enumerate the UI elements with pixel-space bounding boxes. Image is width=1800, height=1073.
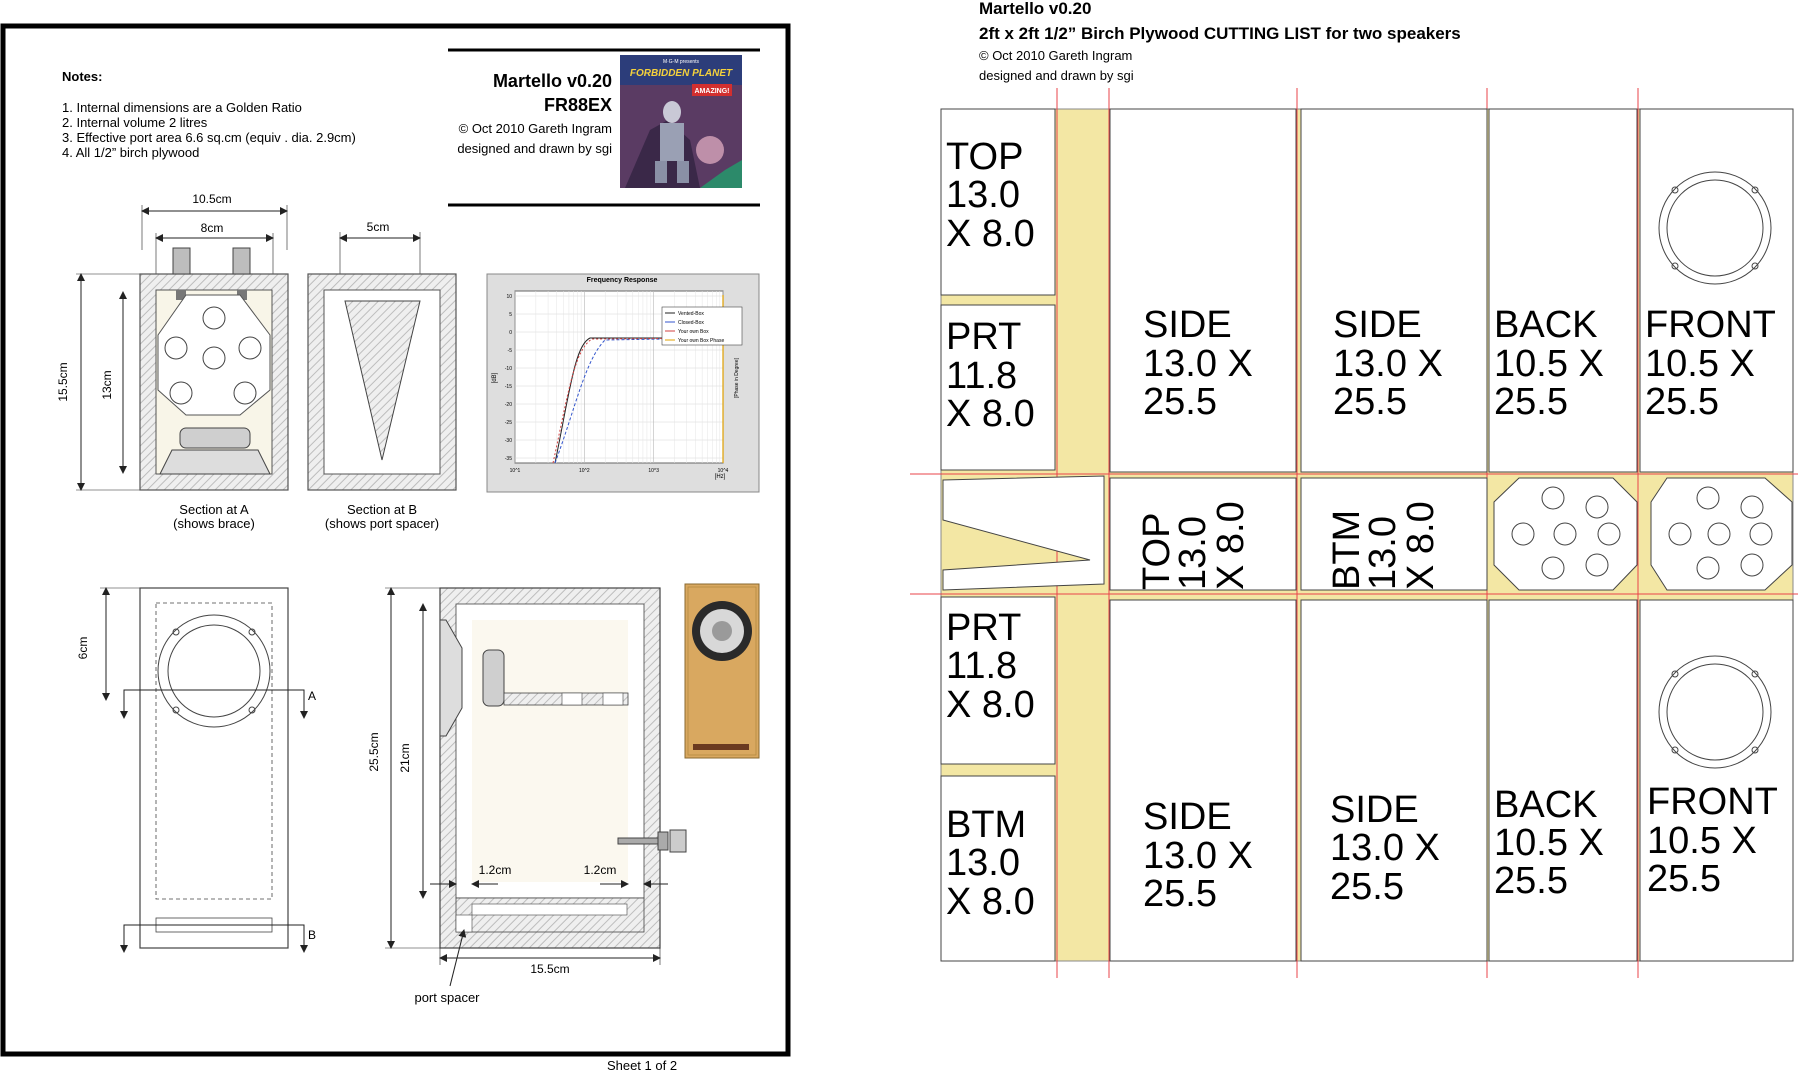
poster-title: FORBIDDEN PLANET [629,68,733,79]
panel-top-1 [941,109,1055,295]
panel-btm-mid-line1: BTM [1326,509,1368,590]
legend-own-phase: Your own Box Phase [678,338,725,344]
panel-prt-1-line3: X 8.0 [946,393,1035,435]
sheet2-credit: designed and drawn by sgi [979,68,1134,83]
panel-top-mid [1110,478,1296,590]
dim-height-inner: 13cm [100,370,114,400]
panel-side-1-line3: 25.5 [1143,381,1217,423]
notes-title: Notes: [62,69,103,84]
dim-gap-left: 1.2cm [478,863,512,877]
panel-prt-2-line1: PRT [946,607,1022,649]
note-2: 2. Internal volume 2 litres [62,115,208,130]
sheet1-credit: designed and drawn by sgi [457,141,612,156]
panel-btm-2-line3: X 8.0 [946,881,1035,923]
panel-back-1 [1489,109,1637,472]
freq-ytick-label: 0 [509,330,512,336]
marker-a: A [308,689,317,703]
freq-xlabel: [Hz] [714,474,726,480]
poster-top: M·G·M presents [662,59,700,65]
panel-prt-2-line3: X 8.0 [946,684,1035,726]
panel-prt-1-line2: 11.8 [946,355,1018,397]
panel-front-1-line3: 25.5 [1645,381,1719,423]
legend-own: Your own Box [678,329,709,335]
panel-side-3 [1110,600,1296,961]
freq-ytick-label: -35 [504,456,512,462]
panel-front-1-line2: 10.5 X [1645,343,1755,385]
caption-section-b: Section at B [346,502,418,517]
dim-width-inner: 8cm [200,221,224,235]
legend-vented: Vented-Box [678,311,704,317]
note-4: 4. All 1/2” birch plywood [62,145,200,160]
caption-section-b-sub: (shows port spacer) [324,516,440,531]
note-1: 1. Internal dimensions are a Golden Ratio [62,100,302,115]
panel-prt-2-line2: 11.8 [946,645,1018,687]
freq-ytick-label: -25 [504,420,512,426]
forbidden-planet-poster [620,55,742,188]
dim-depth-inner: 21cm [398,743,412,773]
freq-ytick-label: -30 [504,438,512,444]
freq-xtick-label: 10^1 [509,468,521,474]
freq-ytick-label: -10 [504,366,512,372]
frequency-response-chart [487,274,759,492]
sheet2-title: Martello v0.20 [979,0,1092,18]
freq-ytick-label: -5 [507,348,512,354]
panel-btm-2 [941,776,1055,961]
marker-b: B [308,928,317,942]
panel-side-3-line1: SIDE [1143,796,1232,838]
panel-top-mid-line1: TOP [1136,512,1178,590]
panel-side-2-line3: 25.5 [1333,381,1407,423]
panel-back-1-line3: 25.5 [1494,381,1568,423]
freq-legend [662,307,742,345]
note-3: 3. Effective port area 6.6 sq.cm (equiv . dia. 2.9cm) [62,130,356,145]
freq-ytick-label: -20 [504,402,512,408]
panel-back-2-line1: BACK [1494,784,1598,826]
panel-side-4-line2: 13.0 X [1330,827,1440,869]
dim-gap-right: 1.2cm [583,863,617,877]
panel-back-2-line3: 25.5 [1494,860,1568,902]
panel-top-1-line1: TOP [946,136,1024,178]
panel-side-1 [1110,109,1296,472]
legend-closed: Closed-Box [678,320,704,326]
panel-back-1-line2: 10.5 X [1494,343,1604,385]
panel-side-2 [1301,109,1487,472]
freq-ytick-label: -15 [504,384,512,390]
poster-badge: AMAZING! [694,88,730,95]
panel-prt-1 [941,305,1055,470]
panel-front-2 [1640,600,1793,961]
sheet1-copyright: © Oct 2010 Gareth Ingram [458,121,612,136]
panel-side-1-line2: 13.0 X [1143,343,1253,385]
panel-side-2-line2: 13.0 X [1333,343,1443,385]
panel-side-3-line3: 25.5 [1143,873,1217,915]
brace-1 [1494,478,1637,590]
dim-front-6cm: 6cm [76,636,90,660]
caption-section-a: Section at A [179,502,249,517]
panel-back-2 [1489,600,1637,961]
driver-plate [685,584,759,758]
freq-xtick-label: 10^2 [578,468,590,474]
sheet-1 [3,26,788,1054]
panel-prt-2 [941,597,1055,764]
panel-btm-2-line1: BTM [946,804,1027,846]
sheet-1-footer: Sheet 1 of 2 [606,1058,678,1073]
panel-front-2-line1: FRONT [1647,781,1778,823]
panel-side-1-line1: SIDE [1143,304,1232,346]
dim-height-outer: 15.5cm [56,362,70,402]
brace-2 [1651,478,1792,590]
panel-top-1-line2: 13.0 [946,174,1020,216]
panel-top-mid-line3: X 8.0 [1210,501,1252,590]
panel-side-3-line2: 13.0 X [1143,835,1253,877]
dim-depth-outer: 25.5cm [367,732,381,772]
freq-ylabel: [dB] [492,372,498,384]
panel-side-4-line1: SIDE [1330,789,1419,831]
freq-chart-title: Frequency Response [586,277,658,284]
caption-port-spacer: port spacer [414,990,480,1005]
panel-back-2-line2: 10.5 X [1494,822,1604,864]
panel-side-2-line1: SIDE [1333,304,1422,346]
panel-prt-1-line1: PRT [946,316,1022,358]
panel-top-mid-line2: 13.0 [1172,516,1214,590]
caption-section-a-sub: (shows brace) [173,516,255,531]
panel-btm-mid-line2: 13.0 [1362,516,1404,590]
dim-port-width: 5cm [366,220,390,234]
panel-front-1 [1640,109,1793,472]
panel-back-1-line1: BACK [1494,304,1598,346]
sheet1-model: FR88EX [543,95,612,115]
sheet1-title: Martello v0.20 [492,71,612,91]
dim-base-length: 15.5cm [530,962,570,976]
panel-front-2-line2: 10.5 X [1647,820,1757,862]
freq-xtick-label: 10^4 [717,468,729,474]
freq-ytick-label: 5 [509,312,512,318]
freq-xtick-label: 10^3 [648,468,660,474]
sheet2-subtitle: 2ft x 2ft 1/2” Birch Plywood CUTTING LIST for two speakers [979,24,1461,43]
panel-btm-2-line2: 13.0 [946,842,1020,884]
panel-front-1-line1: FRONT [1645,304,1776,346]
panel-btm-mid-line3: X 8.0 [1400,501,1442,590]
freq-ytick-label: 10 [506,294,512,300]
sheet-2 [910,0,1798,978]
sheet2-copyright: © Oct 2010 Gareth Ingram [979,48,1133,63]
panel-front-2-line3: 25.5 [1647,858,1721,900]
panel-top-1-line3: X 8.0 [946,213,1035,255]
panel-side-4 [1301,600,1487,961]
panel-btm-mid [1301,478,1487,590]
panel-side-4-line3: 25.5 [1330,866,1404,908]
freq-y2label: [Phase in Degree] [734,357,740,399]
dim-width-outer: 10.5cm [192,192,232,206]
